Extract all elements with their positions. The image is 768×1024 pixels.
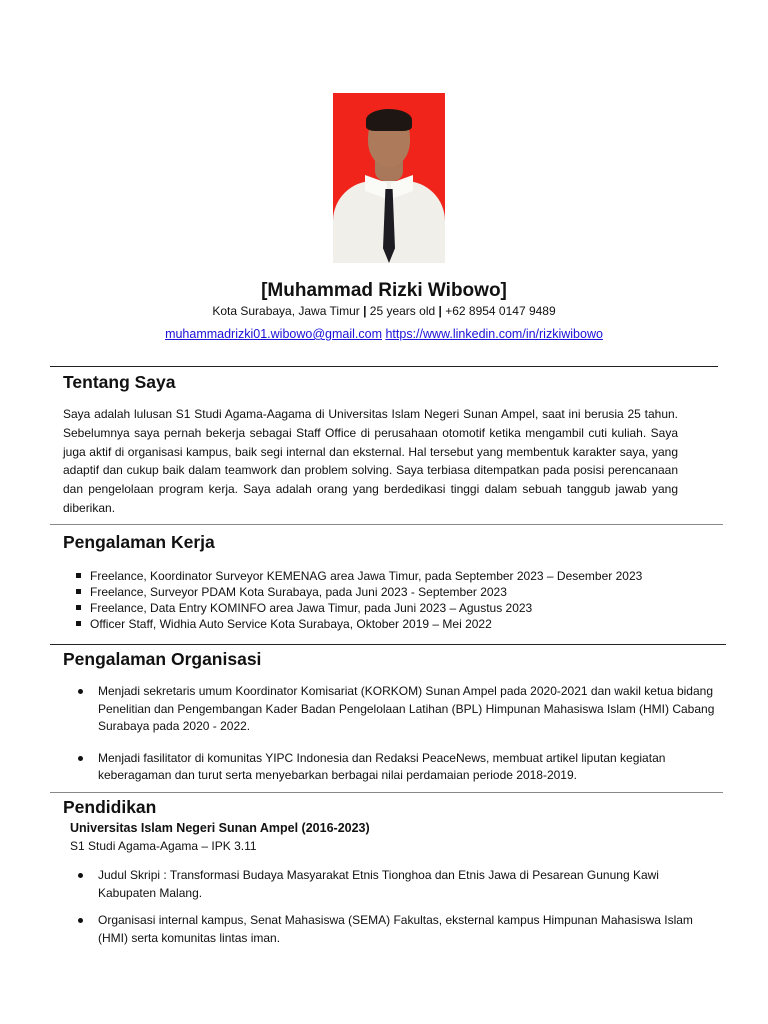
experience-list [76, 568, 642, 632]
list-item: Freelance, Koordinator Surveyor KEMENAG area Jawa Timur, pada September 2023 – Desember 2023 [76, 568, 642, 584]
section-title-about: Tentang Saya [63, 372, 176, 392]
full-name: [Muhammad Rizki Wibowo] [261, 280, 507, 301]
list-item: Freelance, Surveyor PDAM Kota Surabaya, pada Juni 2023 - September 2023 [76, 584, 642, 600]
divider [50, 524, 723, 525]
list-item: Officer Staff, Widhia Auto Service Kota Surabaya, Oktober 2019 – Mei 2022 [76, 616, 642, 632]
organization-list [76, 683, 716, 785]
links-line [0, 327, 768, 341]
age: 25 years old [369, 304, 436, 318]
list-item: Organisasi internal kampus, Senat Mahasiswa (SEMA) Fakultas, eksternal kampus Himpunan Mahasiswa Islam (HMI) serta komunitas lintas iman. [76, 912, 716, 947]
profile-photo [333, 93, 445, 263]
degree: S1 Studi Agama-Agama – IPK 3.11 [70, 839, 257, 853]
divider [50, 366, 718, 367]
section-title-experience: Pengalaman Kerja [63, 532, 215, 552]
phone: +62 8954 0147 9489 [445, 304, 556, 318]
education-list [76, 867, 716, 947]
section-title-education: Pendidikan [63, 797, 157, 817]
contact-line [0, 304, 768, 318]
photo-hair [366, 109, 412, 131]
school-name: Universitas Islam Negeri Sunan Ampel (2016-2023) [70, 821, 370, 835]
list-item: Judul Skripi : Transformasi Budaya Masyarakat Etnis Tionghoa dan Etnis Jawa di Pesarean Gunung Kawi Kabupaten Malang. [76, 867, 716, 902]
separator: | [363, 304, 367, 318]
email-link[interactable]: muhammadrizki01.wibowo@gmail.com [165, 327, 382, 341]
linkedin-link[interactable]: https://www.linkedin.com/in/rizkiwibowo [385, 327, 603, 341]
list-item: Freelance, Data Entry KOMINFO area Jawa Timur, pada Juni 2023 – Agustus 2023 [76, 600, 642, 616]
divider [50, 792, 723, 793]
list-item: Menjadi fasilitator di komunitas YIPC Indonesia dan Redaksi PeaceNews, membuat artikel liputan kegiatan keberagaman dan turut serta menyebarkan berbagai nilai perdamaian periode 2018-2019. [76, 750, 716, 785]
list-item: Menjadi sekretaris umum Koordinator Komisariat (KORKOM) Sunan Ampel pada 2020-2021 dan wakil ketua bidang Penelitian dan Pengembangan Kader Badan Pengelolaan Latihan (BPL) Himpunan Mahasiswa Islam (HMI) Cabang Surabaya pada 2020 - 2022. [76, 683, 716, 736]
divider [50, 644, 726, 645]
about-text: Saya adalah lulusan S1 Studi Agama-Aagama di Universitas Islam Negeri Sunan Ampel, saat ini berusia 25 tahun. Sebelumnya saya pernah bekerja sebagai Staff Office di perusahaan otomotif ketika mengambil cuti kuliah. Saya juga aktif di organisasi kampus, baik segi internal dan eksternal. Hal tersebut yang membentuk karakter saya, yang adaptif dan cukup baik dalam teamwork dan problem solving. Saya terbiasa ditempatkan pada posisi perencanaan dan pengelolaan program kerja. Saya adalah orang yang berdedikasi tinggi dalam sebuah tanggub jawab yang diberikan. [63, 407, 678, 515]
separator: | [438, 304, 442, 318]
location: Kota Surabaya, Jawa Timur [212, 304, 360, 318]
section-title-organization: Pengalaman Organisasi [63, 649, 262, 669]
